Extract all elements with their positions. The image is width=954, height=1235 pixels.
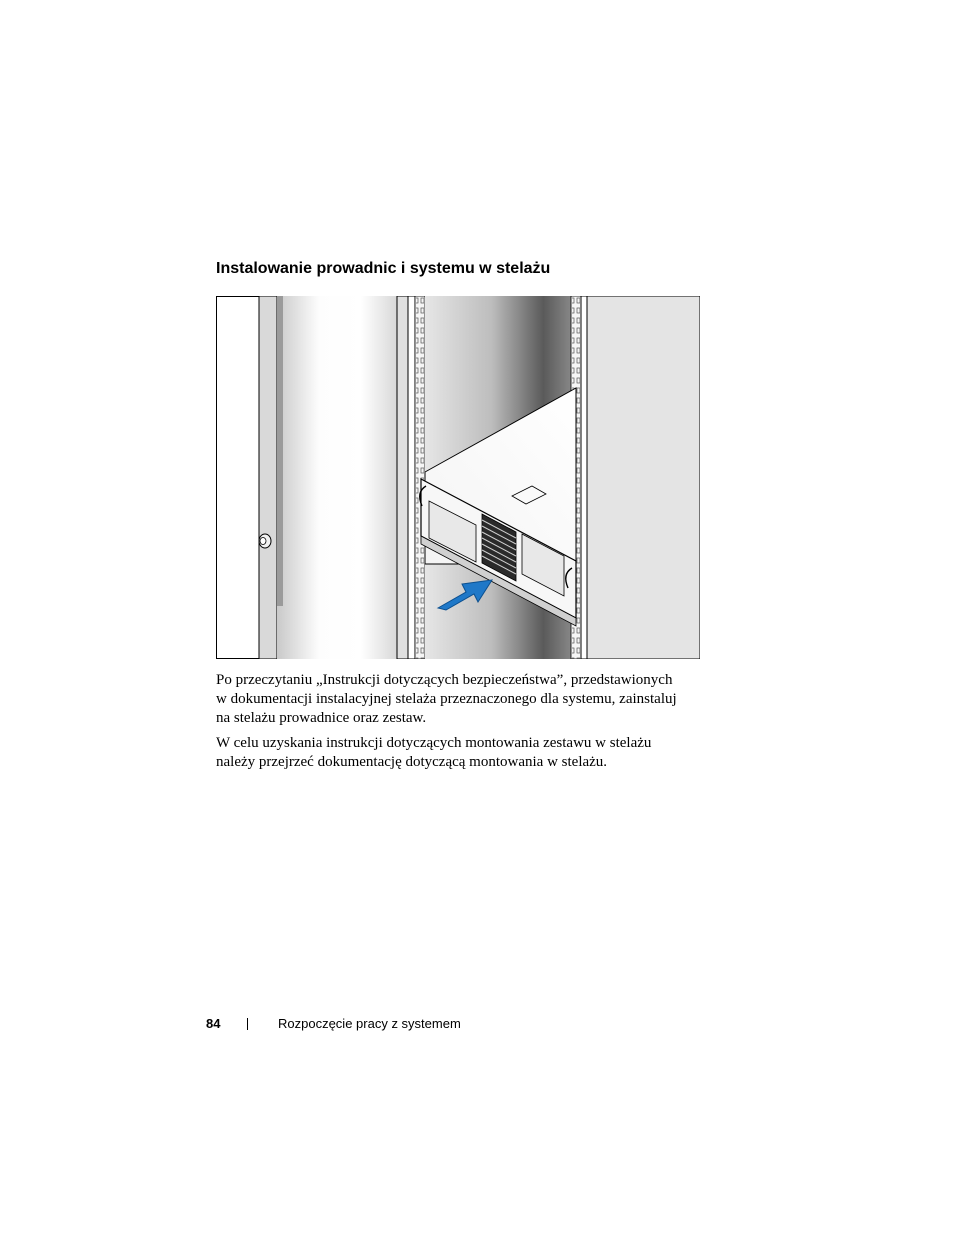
paragraph-rack-docs	[216, 734, 696, 772]
paragraph-line: Po przeczytaniu „Instrukcji dotyczących bezpieczeństwa”, przedstawionych	[216, 672, 673, 688]
paragraph-line: na stelażu prowadnice oraz zestaw.	[216, 710, 427, 726]
page-footer	[0, 1015, 954, 1035]
running-title: Rozpoczęcie pracy z systemem	[278, 1016, 461, 1031]
footer-separator	[247, 1018, 248, 1030]
paragraph-install-rails	[216, 671, 696, 728]
rack-installation-figure	[216, 296, 700, 659]
paragraph-line: należy przejrzeć dokumentację dotyczącą montowania w stelażu.	[216, 754, 608, 770]
paragraph-line: w dokumentacji instalacyjnej stelaża przeznaczonego dla systemu, zainstaluj	[216, 691, 677, 707]
page-number: 84	[206, 1016, 221, 1031]
paragraph-line: W celu uzyskania instrukcji dotyczących montowania zestawu w stelażu	[216, 735, 652, 751]
door-knob-icon	[259, 534, 271, 548]
rack-installation-illustration	[216, 296, 700, 659]
section-heading: Instalowanie prowadnic i systemu w stelażu	[216, 260, 551, 277]
